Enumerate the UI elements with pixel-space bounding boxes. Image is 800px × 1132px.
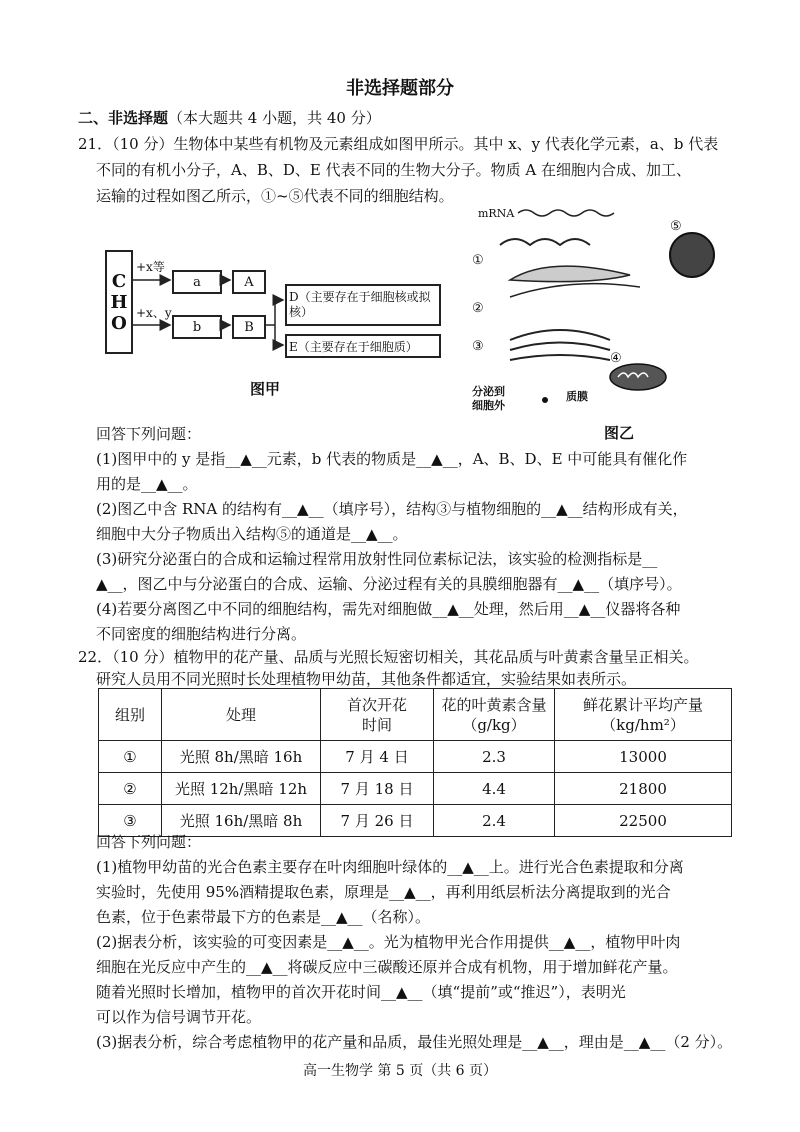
q21-line-2: 不同的有机小分子，A、B、D、E 代表不同的生物大分子。物质 A 在细胞内合成、加工、: [96, 161, 691, 179]
figure-yi-caption: 图乙: [604, 424, 635, 442]
q22-prompt: 回答下列问题：: [96, 833, 202, 851]
header-lutein-1: 花的叶黄素含量: [441, 695, 547, 714]
figure-jia-caption: 图甲: [250, 380, 281, 398]
table-cell: 2.3: [434, 741, 555, 773]
header-yield: [555, 689, 732, 741]
arrow-label-x: +x等: [136, 260, 165, 274]
table-row: [99, 741, 732, 773]
table-cell: 13000: [555, 741, 732, 773]
section-header: [78, 108, 381, 128]
table-cell: ①: [99, 741, 162, 773]
structure-3-label: ③: [472, 339, 484, 354]
box-E-label: E（主要存在于细胞质）: [289, 339, 418, 354]
q22-sub-1: (1)植物甲幼苗的光合色素主要存在叶肉细胞叶绿体的__▲__上。进行光合色素提取和分离: [96, 858, 684, 876]
q22-sub-8: (3)据表分析，综合考虑植物甲的花产量和品质，最佳光照处理是__▲__，理由是__▲__（2 分）。: [96, 1033, 733, 1051]
q22-sub-3: 色素，位于色素带最下方的色素是__▲__（名称）。: [96, 908, 431, 926]
membrane-label: 质膜: [566, 390, 588, 403]
q22-sub-7: 可以作为信号调节开花。: [96, 1008, 262, 1026]
q21-sub-3: (2)图乙中含 RNA 的结构有__▲__（填序号），结构③与植物细胞的__▲__结构形成有关，: [96, 500, 688, 518]
q21-sub-1: (1)图甲中的 y 是指__▲__元素，b 代表的物质是__▲__，A、B、D、E 中可能具有催化作: [96, 450, 688, 468]
q21-line-3: 运输的过程如图乙所示，①~⑤代表不同的细胞结构。: [96, 187, 454, 205]
box-B: [232, 315, 266, 339]
box-b-label: b: [192, 319, 202, 335]
header-yield-1: 鲜花累计平均产量: [582, 695, 703, 714]
table-cell: ③: [99, 805, 162, 837]
secrete-label: 分泌到: [472, 385, 505, 398]
table-header-row: [99, 689, 732, 741]
table-cell: 7 月 26 日: [321, 805, 434, 837]
header-yield-2: （kg/hm²）: [601, 715, 685, 734]
q21-sub-7: (4)若要分离图乙中不同的细胞结构，需先对细胞做__▲__处理，然后用__▲__仪器将各种: [96, 600, 681, 618]
box-E: [285, 334, 441, 358]
box-a: [172, 270, 222, 294]
section-header-label: 二、非选择题: [78, 109, 169, 127]
table-cell: ②: [99, 773, 162, 805]
table-cell: 4.4: [434, 773, 555, 805]
header-first-flower-2: 时间: [361, 715, 392, 734]
box-A-label: A: [244, 274, 254, 290]
element-o: O: [111, 312, 127, 334]
secrete-label-2: 细胞外: [472, 399, 505, 412]
element-h: H: [110, 291, 128, 313]
table-cell: 7 月 18 日: [321, 773, 434, 805]
figure-yi: [470, 205, 730, 435]
box-b: [172, 315, 222, 339]
box-A: [232, 270, 266, 294]
table-cell: 7 月 4 日: [321, 741, 434, 773]
box-a-label: a: [193, 274, 201, 290]
table-row: [99, 773, 732, 805]
arrow-label-xy: +x、y: [136, 306, 172, 320]
q21-sub-6: ▲__，图乙中与分泌蛋白的合成、运输、分泌过程有关的具膜细胞器有__▲__（填序号）。: [96, 575, 682, 593]
header-treatment: 处理: [162, 689, 321, 741]
q21-prompt: 回答下列问题：: [96, 425, 202, 443]
header-first-flower: [321, 689, 434, 741]
header-lutein: [434, 689, 555, 741]
box-D: [285, 284, 441, 326]
section-title: 非选择题部分: [346, 78, 454, 99]
q21-sub-2: 用的是__▲__。: [96, 475, 198, 493]
structure-5-label: ⑤: [670, 219, 682, 234]
q21-sub-8: 不同密度的细胞结构进行分离。: [96, 625, 307, 643]
q22-sub-6: 随着光照时长增加，植物甲的首次开花时间__▲__（填“提前”或“推迟”），表明光: [96, 983, 626, 1001]
table-cell: 光照 8h/黑暗 16h: [162, 741, 321, 773]
box-D-label: D（主要存在于细胞核或拟核）: [289, 290, 431, 319]
q21-line-1: 21．（10 分）生物体中某些有机物及元素组成如图甲所示。其中 x、y 代表化学元素，a、b 代表: [78, 135, 719, 153]
header-lutein-2: （g/kg）: [462, 715, 526, 734]
table-cell: 2.4: [434, 805, 555, 837]
q21-sub-5: (3)研究分泌蛋白的合成和运输过程常用放射性同位素标记法，该实验的检测指标是__: [96, 550, 658, 568]
header-first-flower-1: 首次开花: [346, 695, 407, 714]
box-B-label: B: [244, 319, 254, 335]
table-cell: 光照 12h/黑暗 12h: [162, 773, 321, 805]
structure-4-label: ④: [610, 351, 622, 366]
q22-sub-2: 实验时，先使用 95%酒精提取色素，原理是__▲__，再利用纸层析法分离提取到的光合: [96, 883, 671, 901]
table-cell: 21800: [555, 773, 732, 805]
mrna-label: mRNA: [478, 207, 515, 220]
results-table: [98, 688, 732, 837]
q22-sub-5: 细胞在光反应中产生的__▲__将碳反应中三碳酸还原并合成有机物，用于增加鲜花产量。: [96, 958, 678, 976]
q21-sub-4: 细胞中大分子物质出入结构⑤的通道是__▲__。: [96, 525, 408, 543]
table-cell: 光照 16h/黑暗 8h: [162, 805, 321, 837]
q22-line-2: 研究人员用不同光照时长处理植物甲幼苗，其他条件都适宜，实验结果如表所示。: [96, 670, 637, 688]
section-header-detail: （本大题共 4 小题，共 40 分）: [168, 109, 381, 127]
table-cell: 22500: [555, 805, 732, 837]
header-group: 组别: [99, 689, 162, 741]
q22-sub-4: (2)据表分析，该实验的可变因素是__▲__。光为植物甲光合作用提供__▲__，植物甲叶肉: [96, 933, 681, 951]
element-c: C: [111, 270, 127, 292]
q22-line-1: 22．（10 分）植物甲的花产量、品质与光照长短密切相关，其花品质与叶黄素含量呈正相关。: [78, 648, 699, 666]
page-footer: 高一生物学 第 5 页（共 6 页）: [302, 1063, 498, 1079]
structure-2-label: ②: [472, 301, 484, 316]
cell-structures-drawing: [470, 205, 730, 435]
structure-1-label: ①: [472, 253, 484, 268]
